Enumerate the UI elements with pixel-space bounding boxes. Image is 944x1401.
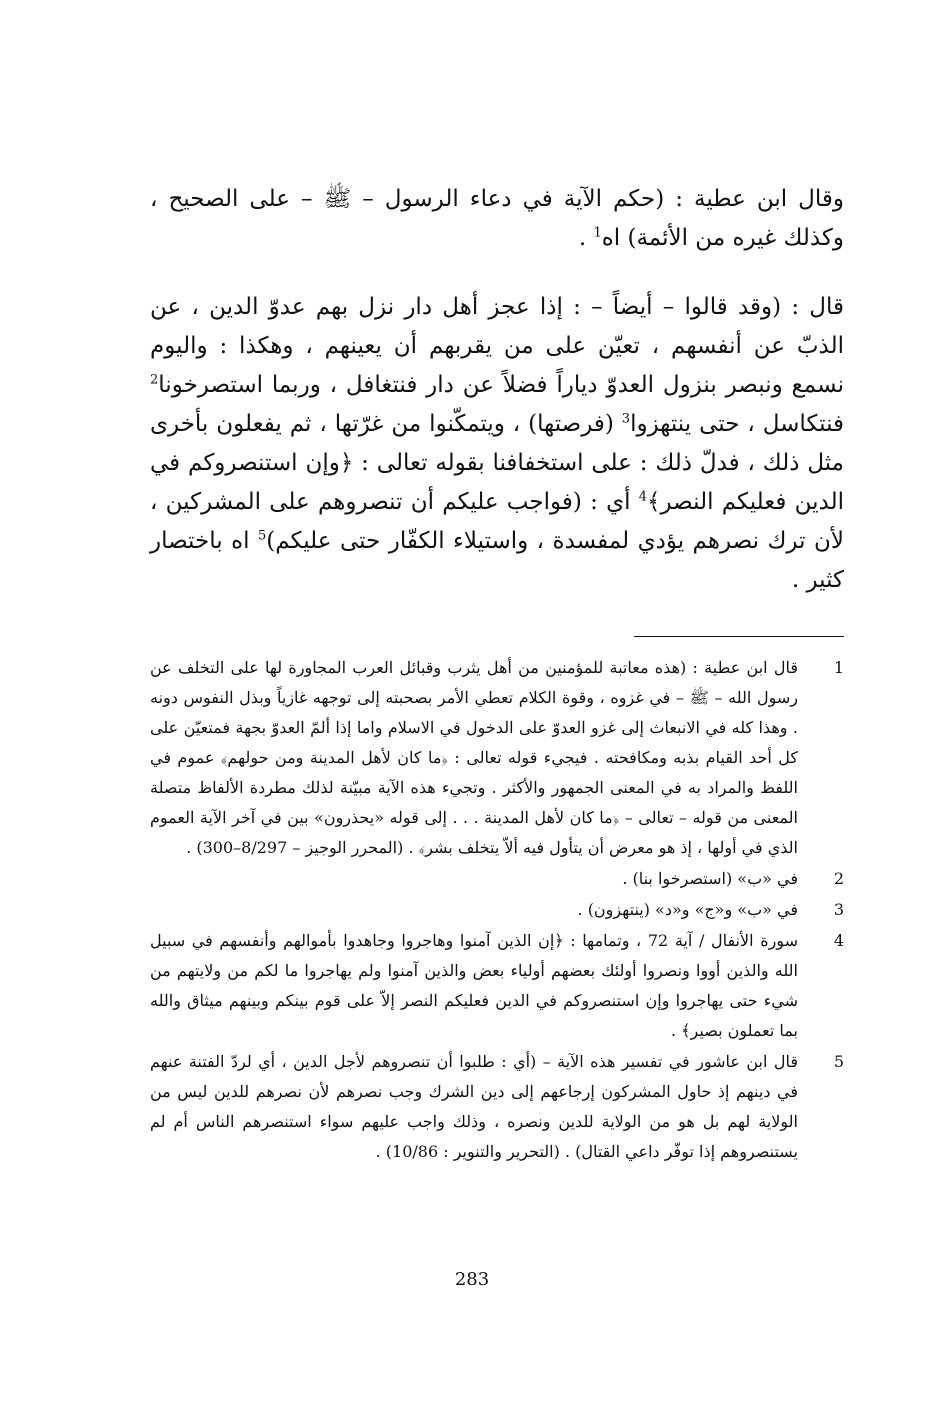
footnote-1 — [150, 653, 844, 863]
footnote-3 — [150, 895, 844, 925]
footnote-ref-5: 5 — [257, 528, 267, 544]
para1-text-end: . — [578, 225, 594, 251]
para2-text-5: اه باختصار كثير . — [150, 528, 844, 593]
footnote-ref-3: 3 — [621, 411, 631, 427]
footnote-number: 5 — [833, 1052, 844, 1071]
para2-text-3: (فرصتها) ، ويتمكّنوا من غرّتها ، ثم يفعلون بأخرى مثل ذلك ، فدلّ ذلك : على استخفافنا بقوله تعالى : ﴿وإن استنصروكم في الدين فعليكم النصر﴾ — [150, 411, 844, 515]
footnote-number: 3 — [833, 900, 844, 919]
footnote-number: 1 — [833, 658, 844, 677]
footnotes-section — [150, 653, 844, 1168]
footnote-divider — [634, 636, 844, 637]
footnote-5 — [150, 1047, 844, 1167]
footnote-text: في «ب» (استصرخوا بنا) . — [622, 869, 798, 888]
para2-text-4: أي : (فواجب عليكم أن تنصروهم على المشركين ، لأن ترك نصرهم يؤدي لمفسدة ، واستيلاء الكفّار حتى عليكم) — [150, 489, 844, 554]
footnote-text: قال ابن عطية : (هذه معاتبة للمؤمنين من أهل يثرب وقبائل العرب المجاورة لها على التخلف عن رسول الله – ﷺ – في غزوه ، وقوة الكلام تعطي الأمر بصحبته إلى توجهه غازياً وبذل النفوس دونه . وهذا كله في الانبعاث إلى غزو العدوّ على الدخول في الاسلام واما إذا ألمّ العدوّ بجهة فمتعيّن على كل أحد القيام بذبه ومكافحته . فيجيء قوله تعالى : ﴿ما كان لأهل المدينة ومن حولهم﴾ عموم في اللفظ والمراد به في المعنى الجمهور والأكثر . وتجيء هذه الآية مبيّنة لذلك مطردة الألفاظ متصلة المعنى من قوله – تعالى – ﴿ما كان لأهل المدينة . . . إلى قوله «يحذرون» بين في آخر الآية العموم الذي في أولها ، إذ هو معرض أن يتأول فيه ألاّ يتخلف بشر﴾ . (المحرر الوجيز – 8/297–300) . — [150, 658, 799, 857]
page-number: 283 — [454, 1269, 490, 1290]
footnote-text: في «ب» و«ج» و«د» (ينتهزون) . — [577, 900, 798, 919]
footnote-ref-2: 2 — [150, 372, 159, 388]
body-paragraph-1 — [150, 180, 844, 258]
footnote-4 — [150, 926, 844, 1046]
footnote-2 — [150, 864, 844, 894]
footnote-text: سورة الأنفال / آية 72 ، وتمامها : ﴿إن الذين آمنوا وهاجروا وجاهدوا بأموالهم وأنفسهم في سبيل الله والذين أووا ونصروا أولئك بعضهم أولياء بعض والذين آمنوا ولم يهاجروا ما لكم من ولايتهم من شيء حتى يهاجروا وإن استنصروكم في الدين فعليكم النصر إلاّ على قوم بينكم وبينهم ميثاق والله بما تعملون بصير﴾ . — [150, 931, 799, 1040]
para2-text-2: فنتكاسل ، حتى ينتهزوا — [630, 411, 844, 437]
footnote-text: قال ابن عاشور في تفسير هذه الآية – (أي : طلبوا أن تنصروهم لأجل الدين ، أي لردّ الفتنة عنهم في دينهم إذ حاول المشركون إرجاعهم إلى دين الشرك وجب نصرهم لأن نصرهم للدين ليس من الولاية لهم بل هو من الولاية للدين ونصره ، وذلك واجب عليهم سواء استنصرهم الناس أم لم يستنصروهم إذا توفّر داعي القتال) . (التحرير والتنوير : 10/86) . — [150, 1052, 798, 1161]
para1-text: وقال ابن عطية : (حكم الآية في دعاء الرسول – ﷺ – على الصحيح ، وكذلك غيره من الأئمة) اه — [150, 186, 844, 251]
para2-text-1: قال : (وقد قالوا – أيضاً – : إذا عجز أهل دار نزل بهم عدوّ الدين ، عن الذبّ عن أنفسهم ، تعيّن على من يقربهم أن يعينهم ، وهكذا : واليوم نسمع ونبصر بنزول العدوّ دياراً فضلاً عن دار فنتغافل ، وربما استصرخونا — [150, 294, 844, 398]
body-paragraph-2 — [150, 288, 844, 600]
footnote-ref-1: 1 — [593, 225, 602, 241]
footnote-number: 2 — [833, 869, 844, 888]
footnote-ref-4: 4 — [638, 489, 648, 505]
footnote-number: 4 — [833, 931, 844, 950]
